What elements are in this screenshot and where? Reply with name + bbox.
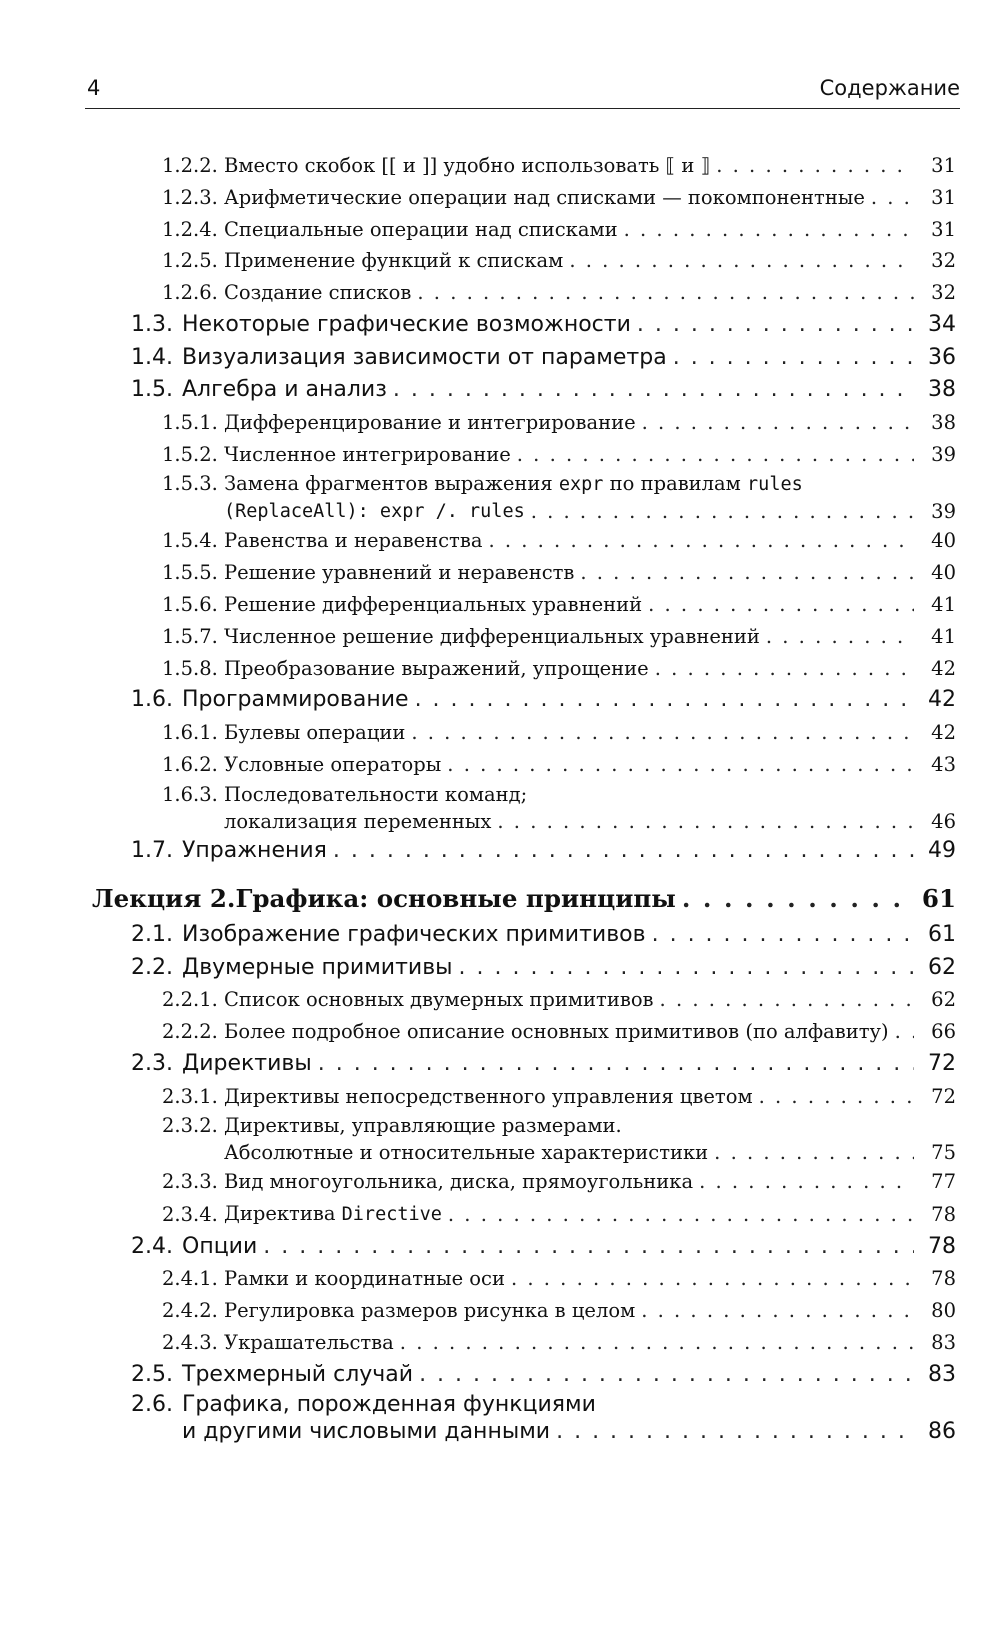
toc-entry-page: 72 (931, 1084, 956, 1108)
toc-entry[interactable] (0, 1198, 1000, 1231)
dot-leader (327, 835, 914, 868)
toc-entry-title-text: Вид многоугольника, диска, прямоугольника (224, 1170, 694, 1194)
toc-entry-number: 2.4.1. (162, 1267, 218, 1291)
toc-entry-title (182, 684, 914, 717)
toc-entry[interactable] (0, 245, 1000, 277)
toc-entry-title (182, 374, 914, 407)
running-header (85, 74, 960, 109)
toc-entry[interactable] (0, 374, 1000, 407)
toc-entry[interactable] (0, 1016, 1000, 1048)
toc-entry-title-text: Булевы операции (224, 720, 406, 744)
toc-entry[interactable] (0, 621, 1000, 653)
toc-entry-title-text: Последовательности команд; (224, 782, 528, 806)
dot-leader (394, 1327, 914, 1359)
toc-entry-title-text: Графика, порожденная функциями (182, 1392, 596, 1418)
toc-entry-title-line (224, 1112, 914, 1139)
toc-entry-page: 31 (931, 185, 956, 209)
toc-entry-page: 39 (931, 442, 956, 466)
toc-entry-title-text: по правилам (603, 472, 748, 496)
toc-entry[interactable] (0, 1263, 1000, 1295)
toc-entry-title-text: Решение уравнений и неравенств (224, 561, 575, 585)
toc-entry-number: 1.5.6. (162, 592, 218, 616)
toc-entry[interactable] (0, 781, 1000, 835)
toc-entry[interactable] (0, 1295, 1000, 1327)
toc-entry-page: 32 (931, 249, 956, 273)
toc-entry-page: 34 (928, 311, 956, 337)
dot-leader (257, 1231, 914, 1264)
toc-entry-title-text: локализация переменных (224, 809, 492, 833)
toc-entry-page: 40 (931, 529, 956, 553)
dot-leader (865, 182, 914, 214)
dot-leader (387, 374, 914, 407)
toc-entry-page: 62 (928, 954, 956, 980)
toc-entry-page: 78 (928, 1233, 956, 1259)
toc-entry-number: 2.3.2. (162, 1114, 218, 1138)
toc-entry-number: 1.5.4. (162, 529, 218, 553)
toc-entry-title (182, 1231, 914, 1264)
toc-entry[interactable] (0, 525, 1000, 557)
toc-entry-title-line (224, 470, 914, 498)
toc-entry-page: 77 (931, 1170, 956, 1194)
toc-entry-title-text: Рамки и координатные оси (224, 1267, 505, 1291)
toc-entry-title (224, 1198, 914, 1231)
toc-entry-title (224, 589, 914, 621)
toc-entry-title (224, 150, 914, 182)
dot-leader (453, 952, 914, 985)
dot-leader (550, 1418, 914, 1445)
toc-entry-title (182, 952, 914, 985)
dot-leader (442, 1199, 914, 1231)
toc-entry-title-text: Равенства и неравенства (224, 529, 483, 553)
toc-entry-number: 2.2. (131, 954, 173, 980)
toc-entry[interactable] (0, 1081, 1000, 1113)
dot-leader (889, 1016, 914, 1048)
toc-entry[interactable] (0, 1048, 1000, 1081)
code-snippet: (ReplaceAll): expr /. rules (224, 501, 525, 523)
toc-entry-title (224, 984, 914, 1016)
toc-entry-number: 2.4.2. (162, 1299, 218, 1323)
dot-leader (413, 1359, 914, 1392)
toc-entry-page: 83 (928, 1361, 956, 1387)
toc-entry-title-text: Абсолютные и относительные характеристики (224, 1141, 709, 1165)
dot-leader (654, 984, 914, 1016)
toc-entry-title (224, 214, 914, 246)
dot-leader (525, 498, 914, 525)
toc-entry[interactable] (0, 439, 1000, 471)
toc-entry-title-text: Создание списков (224, 281, 412, 305)
toc-entry-title-text: Графика: основные принципы (235, 884, 676, 914)
toc-entry-title-text: Решение дифференциальных уравнений (224, 592, 643, 616)
toc-entry[interactable] (0, 150, 1000, 182)
dot-leader (667, 342, 914, 375)
toc-entry[interactable] (0, 984, 1000, 1016)
toc-entry-page: 41 (931, 624, 956, 648)
toc-entry[interactable] (0, 470, 1000, 525)
toc-entry-number: 1.5.5. (162, 561, 218, 585)
toc-entry[interactable] (0, 309, 1000, 342)
toc-entry-page: 61 (921, 884, 956, 914)
toc-entry-page: 41 (931, 592, 956, 616)
toc-entry-number: 1.7. (131, 837, 173, 863)
toc-entry-number: 2.4.3. (162, 1331, 218, 1355)
toc-entry-title-text: Алгебра и анализ (182, 377, 387, 403)
toc-entry-number: 1.5.8. (162, 656, 218, 680)
dot-leader (405, 717, 914, 749)
toc-entry-title-line (182, 1418, 914, 1445)
toc-entry-title (224, 277, 914, 309)
toc-entry-title-text: Применение функций к спискам (224, 249, 564, 273)
dot-leader (574, 557, 914, 589)
toc-entry-page: 75 (931, 1141, 956, 1165)
toc-entry-title (224, 439, 914, 471)
dot-leader (708, 1139, 914, 1166)
toc-entry-title (224, 1263, 914, 1295)
toc-entry-title-text: Программирование (182, 687, 409, 713)
toc-entry-title-text: Более подробное описание основных примитивов (по алфавиту) (224, 1020, 889, 1044)
toc-entry-title-text: Некоторые графические возможности (182, 311, 631, 337)
toc-entry-page: 66 (931, 1020, 956, 1044)
toc-entry-title-text: Украшательства (224, 1331, 394, 1355)
toc-entry-number: 1.2.3. (162, 185, 218, 209)
toc-entry-title (224, 407, 914, 439)
dot-leader (441, 749, 914, 781)
toc-entry-number: 2.4. (131, 1233, 173, 1259)
toc-entry-title (224, 1166, 914, 1198)
toc-entry[interactable] (0, 749, 1000, 781)
toc-entry[interactable] (0, 684, 1000, 717)
toc-entry-title-text: Директива Directive (224, 1202, 442, 1226)
toc-entry[interactable] (0, 1231, 1000, 1264)
toc-entry-title-text: Директивы (182, 1050, 312, 1076)
toc-entry[interactable] (0, 717, 1000, 749)
dot-leader (646, 919, 914, 952)
dot-leader (642, 589, 914, 621)
toc-entry-page: 61 (928, 922, 956, 948)
toc-entry-title (224, 525, 914, 557)
toc-entry-number: 1.3. (131, 311, 173, 337)
toc-entry-title (224, 621, 914, 653)
toc-entry-title-text: Регулировка размеров рисунка в целом (224, 1299, 636, 1323)
toc-entry[interactable] (0, 1327, 1000, 1359)
toc-entry-title-text: Численное решение дифференциальных уравнений (224, 624, 760, 648)
toc-entry-number: 1.2.4. (162, 217, 218, 241)
toc-entry-number: 1.5.3. (162, 472, 218, 496)
toc-entry-page: 36 (928, 344, 956, 370)
toc-entry-page: 38 (928, 377, 956, 403)
running-title: Содержание (819, 76, 960, 100)
dot-leader (411, 277, 914, 309)
toc-entry-number: 2.3. (131, 1050, 173, 1076)
dot-leader (635, 1295, 914, 1327)
toc-entry-title-text: Директивы, управляющие размерами. (224, 1114, 622, 1138)
toc-entry[interactable] (0, 407, 1000, 439)
toc-entry-title-text: Директивы непосредственного управления цветом (224, 1084, 753, 1108)
toc-entry-page: 80 (931, 1299, 956, 1323)
toc-entry-title (224, 1112, 914, 1166)
toc-entry-title-line (224, 781, 914, 808)
toc-entry[interactable] (0, 653, 1000, 685)
toc-entry-number: 2.2.2. (162, 1020, 218, 1044)
toc-entry-number: Лекция 2. (92, 884, 236, 914)
toc-entry-title (224, 1327, 914, 1359)
toc-entry-title (182, 1391, 914, 1445)
dot-leader (563, 245, 914, 277)
toc-entry-page: 42 (931, 720, 956, 744)
toc-entry-number: 2.3.1. (162, 1084, 218, 1108)
toc-entry-number: 1.2.2. (162, 154, 218, 177)
toc-entry-title-line (224, 498, 914, 525)
toc-entry-title (224, 1016, 914, 1048)
toc-entry-title (224, 1295, 914, 1327)
toc-entry-title-text: Опции (182, 1233, 258, 1259)
toc-entry-number: 1.5.7. (162, 624, 218, 648)
toc-entry-title-text: Список основных двумерных примитивов (224, 988, 654, 1012)
toc-entry-page: 83 (931, 1331, 956, 1355)
toc-entry-title (182, 309, 914, 342)
toc-entry-page: 31 (931, 154, 956, 177)
dot-leader (636, 407, 914, 439)
toc-entry-title-text: Дифференцирование и интегрирование (224, 410, 636, 434)
table-of-contents (0, 150, 1000, 1445)
dot-leader (760, 621, 914, 653)
toc-entry-page: 72 (928, 1050, 956, 1076)
code-snippet: expr (558, 474, 604, 496)
toc-entry-title (224, 653, 914, 685)
toc-entry-number: 1.6.2. (162, 752, 218, 776)
toc-entry-page: 43 (931, 752, 956, 776)
toc-entry-page: 42 (931, 656, 956, 680)
toc-entry-title-text: Визуализация зависимости от параметра (182, 344, 667, 370)
toc-entry[interactable] (0, 1166, 1000, 1198)
toc-entry[interactable] (0, 1112, 1000, 1166)
toc-entry-number: 1.6.1. (162, 720, 218, 744)
dot-leader (649, 653, 914, 685)
toc-entry-page: 42 (928, 687, 956, 713)
toc-entry-title-text: Замена фрагментов выражения (224, 472, 559, 496)
toc-entry[interactable] (0, 879, 1000, 919)
toc-entry-number: 2.2.1. (162, 988, 218, 1012)
toc-entry-title (182, 342, 914, 375)
toc-entry[interactable] (0, 342, 1000, 375)
toc-entry-number: 1.2.6. (162, 281, 218, 305)
code-snippet: rules (747, 474, 803, 496)
toc-entry-number: 1.5.2. (162, 442, 218, 466)
dot-leader (693, 1166, 914, 1198)
toc-entry-title (224, 245, 914, 277)
toc-entry-title (224, 557, 914, 589)
toc-entry-number: 2.5. (131, 1361, 173, 1387)
toc-entry-page: 86 (928, 1419, 956, 1445)
toc-entry-number: 1.2.5. (162, 249, 218, 273)
page-number: 4 (87, 76, 101, 100)
toc-entry[interactable] (0, 952, 1000, 985)
dot-leader (511, 439, 914, 471)
toc-entry-title-text: Численное интегрирование (224, 442, 511, 466)
toc-entry-title (182, 1048, 914, 1081)
toc-entry-page: 62 (931, 988, 956, 1012)
toc-entry-title-text: Преобразование выражений, упрощение (224, 656, 649, 680)
toc-entry-title (224, 1081, 914, 1113)
toc-entry[interactable] (0, 835, 1000, 868)
toc-entry-title (182, 835, 914, 868)
toc-entry-title (235, 879, 914, 919)
toc-entry-page: 32 (931, 281, 956, 305)
toc-entry-title-text: Арифметические операции над списками — покомпонентные (224, 185, 865, 209)
toc-entry[interactable] (0, 1359, 1000, 1392)
toc-entry-page: 46 (931, 809, 956, 833)
dot-leader (505, 1263, 914, 1295)
toc-entry-number: 1.6.3. (162, 782, 218, 806)
toc-entry-page: 78 (931, 1267, 956, 1291)
dot-leader (482, 525, 914, 557)
dot-leader (631, 309, 914, 342)
toc-entry-page: 31 (931, 217, 956, 241)
toc-entry[interactable] (0, 214, 1000, 246)
toc-entry-title-line (182, 1391, 914, 1418)
dot-leader (753, 1081, 914, 1113)
toc-entry-title-text: Условные операторы (224, 752, 442, 776)
toc-entry-title-text: Упражнения (182, 837, 327, 863)
dot-leader (618, 214, 914, 246)
toc-entry-title-line (224, 1139, 914, 1166)
toc-entry-title-text: и другими числовыми данными (182, 1419, 551, 1445)
toc-entry-number: 1.6. (131, 687, 173, 713)
toc-entry-page: 40 (931, 561, 956, 585)
toc-entry-title-text: Вместо скобок [[ и ]] удобно использовать ⟦ и ⟧ (224, 154, 711, 177)
toc-entry[interactable] (0, 277, 1000, 309)
toc-entry-number: 2.1. (131, 922, 173, 948)
toc-entry-title (182, 919, 914, 952)
toc-entry-title-text: Двумерные примитивы (182, 954, 453, 980)
toc-entry[interactable] (0, 182, 1000, 214)
toc-entry-page: 49 (928, 837, 956, 863)
toc-entry-page: 78 (931, 1203, 956, 1227)
toc-entry-title (224, 781, 914, 835)
toc-entry-title (224, 182, 914, 214)
toc-entry[interactable] (0, 919, 1000, 952)
dot-leader (409, 684, 914, 717)
toc-entry-title (224, 749, 914, 781)
dot-leader (491, 808, 914, 835)
toc-entry-title-text: Изображение графических примитивов (182, 922, 646, 948)
toc-entry-number: 2.6. (131, 1392, 173, 1418)
toc-entry-number: 2.3.3. (162, 1170, 218, 1194)
toc-entry-page: 39 (931, 500, 956, 524)
toc-entry[interactable] (0, 1391, 1000, 1445)
toc-entry-title-line (224, 808, 914, 835)
dot-leader (710, 150, 914, 182)
toc-entry-page: 38 (931, 410, 956, 434)
dot-leader (676, 879, 914, 919)
toc-entry[interactable] (0, 557, 1000, 589)
dot-leader (312, 1048, 914, 1081)
toc-entry-number: 1.5.1. (162, 410, 218, 434)
toc-entry-title (182, 1359, 914, 1392)
toc-entry-title-text: Специальные операции над списками (224, 217, 618, 241)
toc-entry-title (224, 470, 914, 525)
toc-entry[interactable] (0, 589, 1000, 621)
toc-entry-number: 1.4. (131, 344, 173, 370)
code-snippet: Directive (341, 1204, 442, 1226)
toc-entry-number: 2.3.4. (162, 1203, 218, 1227)
toc-entry-number: 1.5. (131, 377, 173, 403)
toc-entry-title (224, 717, 914, 749)
toc-entry-title-text: Трехмерный случай (182, 1361, 414, 1387)
